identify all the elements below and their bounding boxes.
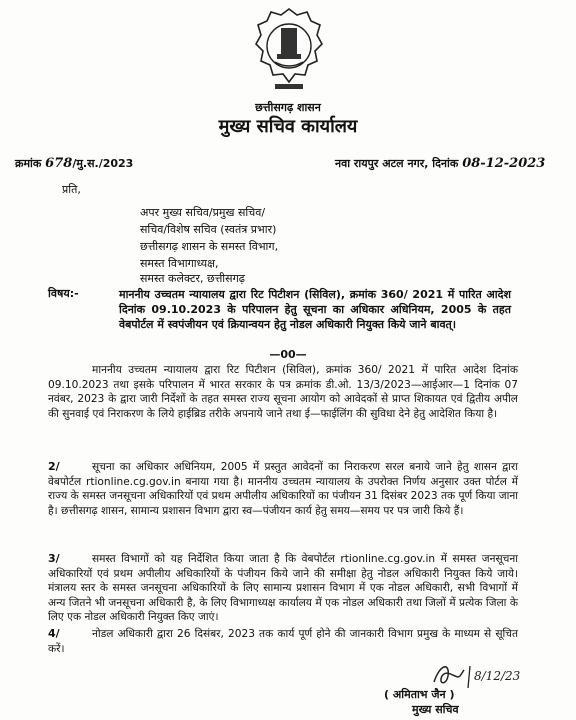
addressee-line: सचिव/विशेष सचिव (स्वतंत्र प्रभार) <box>140 223 277 236</box>
paragraph-3 <box>48 552 518 625</box>
office-title: मुख्य सचिव कार्यालय <box>218 116 358 137</box>
state-emblem-icon <box>253 6 325 92</box>
addressee-line: अपर मुख्य सचिव/प्रमुख सचिव/ <box>140 206 266 219</box>
signatory-designation: मुख्य सचिव <box>412 703 459 716</box>
separator: —00— <box>269 348 307 361</box>
subject-label: विषय:- <box>48 287 79 300</box>
signature-date: 8/12/23 <box>474 669 520 683</box>
government-name: छत्तीसगढ़ शासन <box>255 101 321 114</box>
subject-text: माननीय उच्चतम न्यायालय द्वारा रिट पिटीशन (सिविल), क्रमांक 360/ 2021 में पारित आदेश दिनांक 09.10.2023 के परिपालन हेतु सूचना का अधिकार अधिनियम, 2005 के तहत वेबपोर्टल में स्वपंजीयन एवं क्रियान्वयन हेतु नोडल अधिकारी नियुक्त किये जाने बावत्। <box>119 288 511 331</box>
paragraph-text: सूचना का अधिकार अधिनियम, 2005 में प्रस्तुत आवेदनों का निराकरण सरल बनाये जाने हेतु शासन द्वारा वेबपोर्टल rtionline.cg.gov.in बनाया गया है। माननीय उच्चतम न्यायालय के उपरोक्त निर्णय अनुसार उक्त पोर्टल में राज्य के समस्त जनसूचना अधिकारियों एवं प्रथम अपीलीय अधिकारियों का पंजीयन 31 दिसंबर 2023 तक पूर्ण किया जाना है। छत्तीसगढ़ शासन, सामान्य प्रशासन विभाग द्वारा स्व—पंजीयन कार्य हेतु समय—समय पर पत्र जारी किये हैं। <box>48 461 518 517</box>
paragraph-number: 4/ <box>48 627 60 640</box>
paragraph-2 <box>48 460 518 518</box>
paragraph-text: समस्त विभागों को यह निर्देशित किया जाता है कि वेबपोर्टल rtionline.cg.gov.in में समस्त जनसूचना अधिकारियों एवं प्रथम अपीलीय अधिकारियों के पंजीयन किये जाने की समीक्षा हेतु नोडल अधिकारी नियुक्त किये जाये। मंत्रालय स्तर के समस्त जनसूचना अधिकारियों के लिए सामान्य प्रशासन विभाग में एक नोडल अधिकारी, सभी विभागों में अन्य जितने भी जनसूचना अधिकारी है, के लिए विभागाध्यक्ष कार्यालय में एक नोडल अधिकारी तथा जिलों में प्रत्येक जिला के लिए एक नोडल अधिकारी नियुक्त किए जाएं। <box>48 553 518 623</box>
paragraph-text: माननीय उच्चतम न्यायालय द्वारा रिट पिटीशन (सिविल), क्रमांक 360/ 2021 में पारित आदेश दिनांक 09.10.2023 तथा इसके परिपालन में भारत सरकार के पत्र क्रमांक डी.ओ. 13/3/2023—आईआर—1 दिनांक 07 नवंबर, 2023 के द्वारा जारी निर्देशों के तहत समस्त राज्य सूचना आयोग को आवेदकों से प्राप्त शिकायत एवं द्वितीय अपील की सुनवाई एवं निराकरण के लिये हाईब्रिड तरीके अपनाये जाने तथा ई—फाईलिंग की सुविधा देने हेतु आदेशित किया है। <box>48 364 518 420</box>
addressee-label: प्रति, <box>62 183 81 196</box>
handwritten-date: 08-12-2023 <box>462 156 546 171</box>
addressee-line: समस्त कलेक्टर, छत्तीसगढ़ <box>140 272 245 285</box>
paragraph-4 <box>48 627 518 656</box>
reference-number: क्रमांक 678/मु.स./2023 <box>15 156 134 171</box>
addressee-line: समस्त विभागाध्यक्ष, <box>140 257 219 270</box>
paragraph-text: नोडल अधिकारी द्वारा 26 दिसंबर, 2023 तक कार्य पूर्ण होने की जानकारी विभाग प्रमुख के माध्यम से सूचित करें। <box>48 628 518 655</box>
signatory-name: ( अमिताभ जैन ) <box>384 688 455 701</box>
place-date: नवा रायपुर अटल नगर, दिनांक 08-12-2023 <box>335 156 546 171</box>
handwritten-number: 678 <box>45 156 73 171</box>
addressee-line: छत्तीसगढ़ शासन के समस्त विभाग, <box>140 240 279 253</box>
paragraph-1 <box>48 363 518 421</box>
paragraph-number: 3/ <box>48 552 60 565</box>
paragraph-number: 2/ <box>48 460 60 473</box>
